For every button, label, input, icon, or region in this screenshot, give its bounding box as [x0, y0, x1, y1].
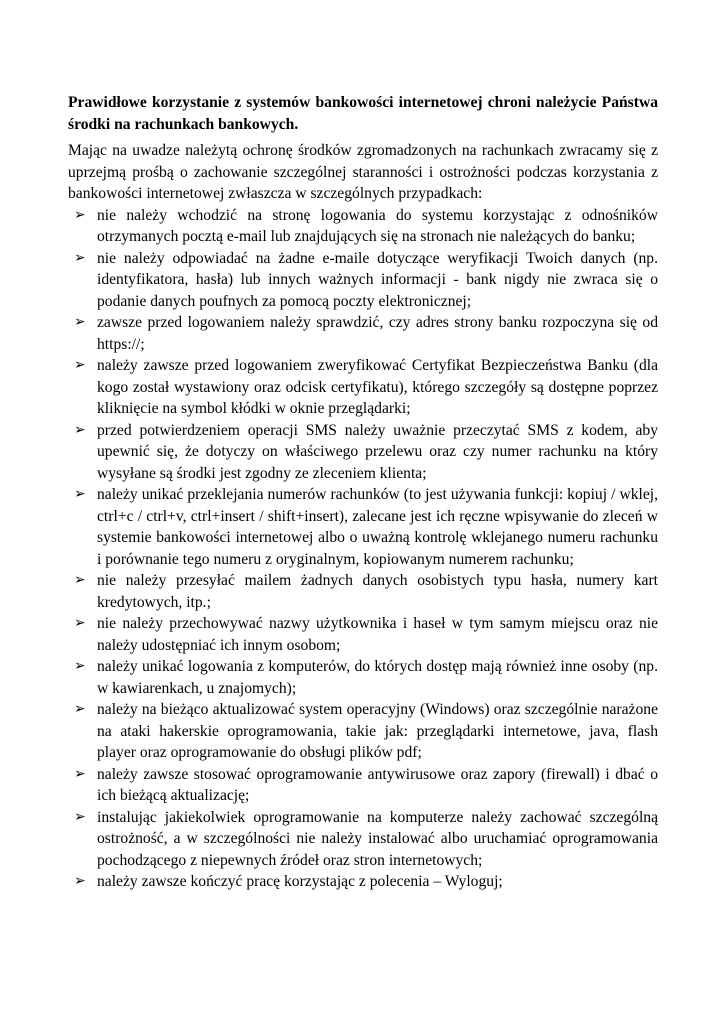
list-item: [68, 570, 658, 613]
arrow-bullet-icon: ➢: [74, 249, 86, 266]
document-title: Prawidłowe korzystanie z systemów bankowości internetowej chroni należycie Państwa środki na rachunkach bankowych.: [68, 94, 658, 133]
arrow-bullet-icon: ➢: [74, 357, 86, 373]
list-item-text: przed potwierdzeniem operacji SMS należy uważnie przeczytać SMS z kodem, aby upewnić się, że dotyczy on właściwego przelewu oraz czy numer rachunku na który wysyłane są środki jest zgodny ze zleceniem klienta;: [97, 421, 658, 482]
arrow-bullet-icon: ➢: [74, 873, 86, 889]
list-item: [68, 699, 658, 764]
list-item-text: nie należy wchodzić na stronę logowania do systemu korzystając z odnośników otrzymanych pocztą e-mail lub znajdujących się na stronach nie należących do banku;: [97, 206, 658, 245]
list-item: [68, 656, 658, 699]
list-item: [68, 312, 658, 355]
arrow-bullet-icon: ➢: [74, 701, 86, 717]
list-item: [68, 613, 658, 656]
arrow-bullet-icon: ➢: [74, 206, 86, 223]
list-item: [68, 807, 658, 872]
arrow-bullet-icon: ➢: [74, 572, 86, 588]
list-item: [68, 355, 658, 420]
document-page: [68, 92, 658, 893]
intro-paragraph: Mając na uwadze należytą ochronę środków zgromadzonych na rachunkach zwracamy się z uprzejmą prośbą o zachowanie szczególnej staranności i ostrożności podczas korzystania z bankowości internetowej zwłaszcza w szczególnych przypadkach:: [68, 142, 658, 202]
arrow-bullet-icon: ➢: [74, 314, 86, 330]
list-item-text: należy unikać logowania z komputerów, do których dostęp mają również inne osoby (np. w kawiarenkach, u znajomych);: [97, 658, 658, 697]
list-item-text: należy unikać przeklejania numerów rachunków (to jest używania funkcji: kopiuj / wklej, ctrl+c / ctrl+v, ctrl+insert / shift+insert), zalecane jest ich ręczne wpisywanie do zleceń w systemie bankowości internetowej albo o uważną kontrolę wklejanego numeru rachunku i porównanie tego numeru z oryginalnym, kopiowanym numerem rachunku;: [97, 486, 658, 568]
arrow-bullet-icon: ➢: [74, 765, 86, 782]
list-item: [68, 484, 658, 570]
list-item: [68, 420, 658, 485]
arrow-bullet-icon: ➢: [74, 808, 86, 825]
list-item-text: nie należy przechowywać nazwy użytkownika i haseł w tym samym miejscu oraz nie należy udostępniać ich innym osobom;: [97, 615, 658, 654]
list-item-text: należy zawsze kończyć pracę korzystając z polecenia – Wyloguj;: [97, 873, 503, 890]
list-item: [68, 764, 658, 807]
list-item-text: nie należy przesyłać mailem żadnych danych osobistych typu hasła, numery kart kredytowych, itp.;: [97, 572, 658, 611]
list-item: [68, 248, 658, 313]
list-item-text: należy zawsze przed logowaniem zweryfikować Certyfikat Bezpieczeństwa Banku (dla kogo został wystawiony oraz odcisk certyfikatu), którego szczegóły są dostępne poprzez kliknięcie na symbol kłódki w oknie przeglądarki;: [97, 357, 658, 417]
list-item-text: należy zawsze stosować oprogramowanie antywirusowe oraz zapory (firewall) i dbać o ich bieżącą aktualizację;: [97, 765, 658, 804]
arrow-bullet-icon: ➢: [74, 658, 86, 674]
list-item-text: zawsze przed logowaniem należy sprawdzić, czy adres strony banku rozpoczyna się od https://;: [97, 314, 658, 353]
list-item-text: instalując jakiekolwiek oprogramowanie na komputerze należy zachować szczególną ostrożność, a w szczególności nie należy instalować albo uruchamiać oprogramowania pochodzącego z niepewnych źródeł oraz stron internetowych;: [97, 808, 658, 869]
list-item: [68, 871, 658, 893]
list-item-text: nie należy odpowiadać na żadne e-maile dotyczące weryfikacji Twoich danych (np. identyfikatora, hasła) lub innych ważnych informacji - bank nigdy nie zwraca się o podanie danych poufnych za pomocą poczty elektronicznej;: [97, 249, 658, 310]
list-item-text: należy na bieżąco aktualizować system operacyjny (Windows) oraz szczególnie narażone na ataki hakerskie oprogramowania, takie jak: przeglądarki internetowe, java, flash player oraz oprogramowanie do obsługi plików pdf;: [97, 701, 658, 761]
list-item: [68, 205, 658, 248]
arrow-bullet-icon: ➢: [74, 615, 86, 631]
security-tips-list: [68, 205, 658, 893]
arrow-bullet-icon: ➢: [74, 421, 86, 438]
arrow-bullet-icon: ➢: [74, 486, 86, 502]
